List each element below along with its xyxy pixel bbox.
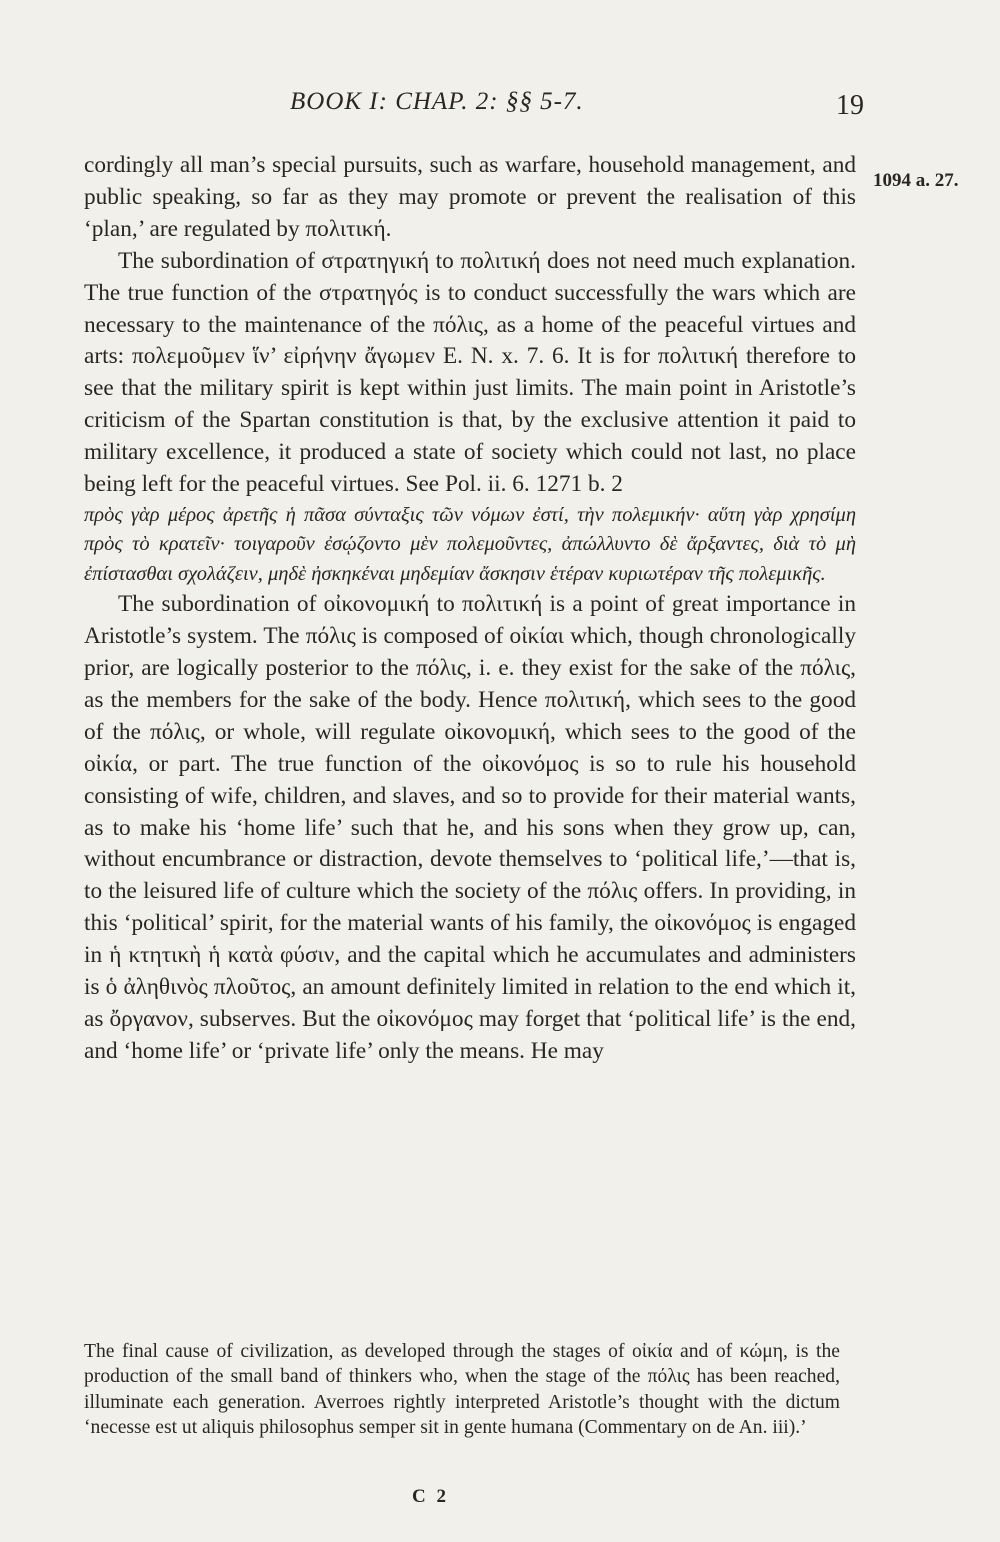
margin-reference: 1094 a. 27. (873, 170, 959, 191)
page-number: 19 (836, 90, 864, 121)
signature-mark: C 2 (412, 1486, 449, 1507)
paragraph-household: The subordination of οἰκονομική to πολιτική is a point of great importance in Aristotle’s system. The πόλις is composed of οἰκίαι which, though chronologically prior, are logically posterior to the πόλις, i. e. they exist for the sake of the πόλις, as the members for the sake of the body. Hence πολιτική, which sees to the good of the πόλις, or whole, will regulate οἰκονομική, which sees to the good of the οἰκία, or part. The true function of the οἰκονόμος is so to rule his household consisting of wife, children, and slaves, and so to provide for their material wants, as to make his ‘home life’ such that he, and his sons when they grow up, can, without encumbrance or distraction, devote themselves to ‘political life,’—that is, to the leisured life of culture which the society of the πόλις offers. In providing, in this ‘political’ spirit, for the material wants of his family, the οἰκονόμος is engaged in ἡ κτητικὴ ἡ κατὰ φύσιν, and the capital which he accumulates and administers is ὁ ἀληθινὸς πλοῦτος, an amount definitely limited in relation to the end which it, as ὄργανον, subserves. But the οἰκονόμος may forget that ‘political life’ is the end, and ‘home life’ or ‘private life’ only the means. He may (84, 591, 856, 1064)
paragraph-strategy: The subordination of στρατηγική to πολιτική does not need much explanation. The true function of the στρατηγός is to conduct successfully the wars which are necessary to the maintenance of the πόλις, as a home of the peaceful virtues and arts: πολεμοῦμεν ἵν’ εἰρήνην ἄγωμεν E. N. x. 7. 6. It is for πολιτική therefore to see that the military spirit is kept within just limits. The main point in Aristotle’s criticism of the Spartan constitution is that, by the exclusive attention it paid to military excellence, it produced a state of society which could not last, no place being left for the peaceful virtues. See Pol. ii. 6. 1271 b. 2 (84, 247, 856, 498)
footnote: The final cause of civilization, as developed through the stages of οἰκία and of κώμη, is the production of the small band of thinkers who, when the stage of the πόλις has been reached, illuminate each generation. Averroes rightly interpreted Aristotle’s thought with the dictum ‘necesse est ut aliquis philosophus semper sit in gente humana (Commentary on de An. iii).’ (84, 1341, 840, 1439)
paragraph-continuation: cordingly all man’s special pursuits, such as warfare, household management, and public speaking, so far as they may promote or prevent the realisation of this ‘plan,’ are regulated by πολιτική. (84, 152, 856, 242)
running-head: BOOK I: CHAP. 2: §§ 5-7. (290, 88, 584, 115)
body-text (84, 150, 856, 1068)
greek-quotation: πρὸς γὰρ μέρος ἀρετῆς ἡ πᾶσα σύνταξις τῶν νόμων ἐστί, τὴν πολεμικήν· αὕτη γὰρ χρησίμη πρὸς τὸ κρατεῖν· τοιγαροῦν ἐσῴζοντο μὲν πολεμοῦντες, ἀπώλλυντο δὲ ἄρξαντες, διὰ τὸ μὴ ἐπίστασθαι σχολάζειν, μηδὲ ἠσκηκέναι μηδεμίαν ἄσκησιν ἑτέραν κυριωτέραν τῆς πολεμικῆς. (84, 503, 856, 585)
